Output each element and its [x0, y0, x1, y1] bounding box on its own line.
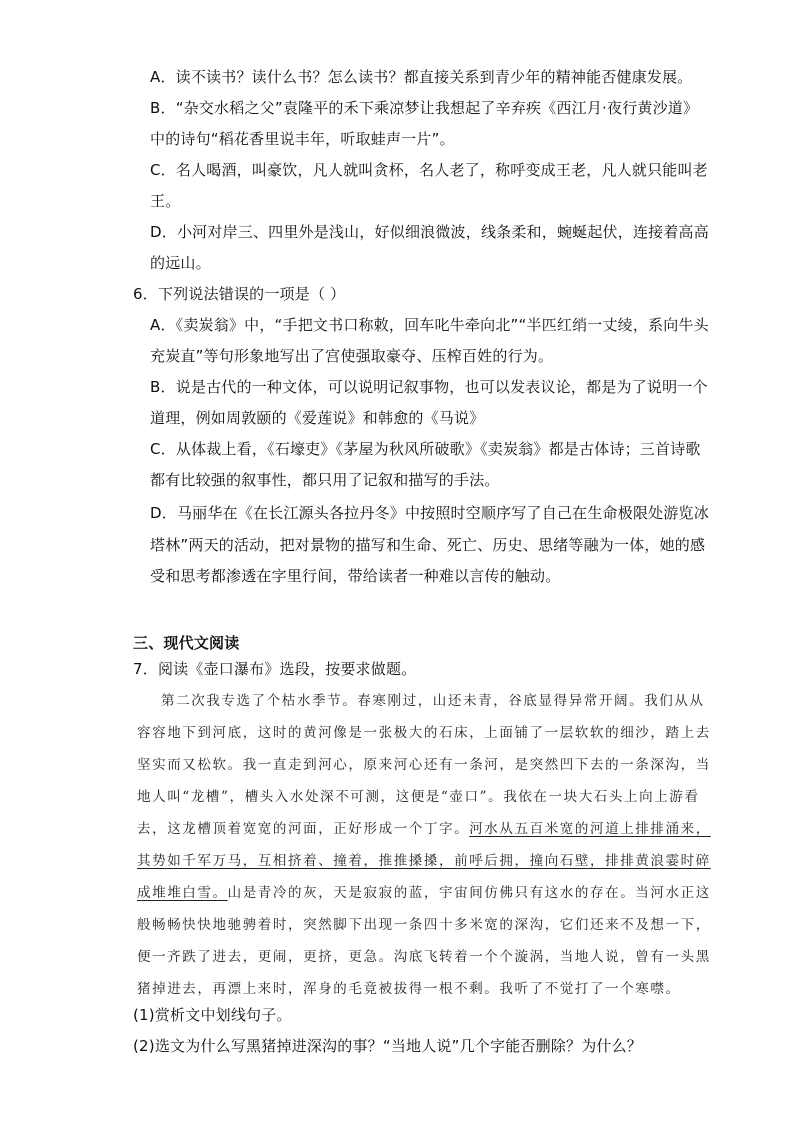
q7-subquestion-1: (1)赏析文中划线句子。	[133, 1006, 292, 1024]
passage-line: 猪掉进去，再漂上来时，浑身的毛竟被拔得一根不剩。我听了不觉打了一个寒噤。	[137, 981, 681, 997]
q6-option-c: C．从体裁上看，《石壕吏》《茅屋为秋风所破歌》《卖炭翁》都是古体诗；三首诗歌	[150, 440, 701, 458]
q7-subquestion-2: (2)选文为什么写黑猪掉进深沟的事？“当地人说”几个字能否删除？为什么？	[133, 1037, 642, 1055]
passage-text: 山是青冷的灰，天是寂寂的蓝，宇宙间仿佛只有这水的存在。当河水正这	[227, 885, 711, 901]
q6-option-d: D．马丽华在《在长江源头各拉丹冬》中按照时空顺序写了自己在生命极限处游览冰	[150, 504, 709, 522]
passage-line: 容容地下到河底，这时的黄河像是一张极大的石床，上面铺了一层软软的细沙，踏上去	[137, 725, 711, 741]
passage-text: 去，这龙槽顶着宽宽的河面，正好形成一个丁字。	[137, 821, 470, 837]
q5-option-c-continued: 王。	[150, 192, 181, 210]
q6-option-d-continued: 塔林”两天的活动，把对景物的描写和生命、死亡、历史、思绪等融为一体，她的感	[150, 536, 706, 554]
q6-stem: 6．下列说法错误的一项是（ ）	[133, 285, 346, 303]
section-title: 三、现代文阅读	[133, 634, 240, 652]
underlined-sentence: 其势如千军万马，互相挤着、撞着，推推搡搡，前呼后拥，撞向石壁，排排黄浪霎时碎	[137, 853, 711, 869]
passage-line: 地人叫“龙槽”，槽头入水处深不可测，这便是“壶口”。我依在一块大石头上向上游看	[137, 789, 700, 805]
q6-option-d-continued-2: 受和思考都渗透在字里行间，带给读者一种难以言传的触动。	[150, 567, 561, 585]
q5-option-d: D．小河对岸三、四里外是浅山，好似细浪微波，线条柔和，蜿蜒起伏，连接着高高	[150, 223, 709, 241]
q7-stem: 7．阅读《壶口瀑布》选段，按要求做题。	[133, 660, 417, 678]
passage-line: 般畅畅快快地驰骋着时，突然脚下出现一条四十多米宽的深沟，它们还来不及想一下，	[137, 917, 711, 933]
passage-line: 便一齐跌了进去，更闹，更挤，更急。沟底飞转着一个个漩涡，当地人说，曾有一头黑	[137, 949, 711, 965]
q6-option-b-continued: 道理，例如周敦颐的《爱莲说》和韩愈的《马说》	[150, 409, 485, 427]
passage-line	[137, 819, 711, 839]
passage-line	[137, 883, 711, 903]
passage-line: 坚实而又松软。我一直走到河心，原来河心还有一条河，是突然凹下去的一条深沟，当	[137, 757, 711, 773]
passage-line	[137, 851, 711, 871]
q6-option-c-continued: 都有比较强的叙事性，都只用了记叙和描写的手法。	[150, 471, 500, 489]
underlined-sentence: 成堆堆白雪。	[137, 885, 228, 901]
q5-option-b-continued: 中的诗句“稻花香里说丰年，听取蛙声一片”。	[150, 130, 455, 148]
underlined-sentence: 河水从五百米宽的河道上排排涌来，	[469, 821, 711, 837]
q6-option-b: B．说是古代的一种文体，可以说明记叙事物，也可以发表议论，都是为了说明一个	[150, 378, 708, 396]
q5-option-c: C．名人喝酒，叫豪饮，凡人就叫贪杯，名人老了，称呼变成王老，凡人就只能叫老	[150, 161, 708, 179]
q5-option-d-continued: 的远山。	[150, 254, 211, 272]
q5-option-b: B．“杂交水稻之父”袁隆平的禾下乘凉梦让我想起了辛弃疾《西江月·夜行黄沙道》	[150, 99, 699, 117]
passage-line: 第二次我专选了个枯水季节。春寒刚过，山还未青，谷底显得异常开阔。我们从从	[161, 693, 705, 709]
q5-option-a: A．读不读书？读什么书？怎么读书？都直接关系到青少年的精神能否健康发展。	[150, 68, 693, 86]
q6-option-a: A．《卖炭翁》中，“手把文书口称敕，回车叱牛牵向北”“半匹红绡一丈绫，系向牛头	[150, 316, 709, 334]
q6-option-a-continued: 充炭直”等句形象地写出了宫使强取豪夺、压榨百姓的行为。	[150, 347, 554, 365]
